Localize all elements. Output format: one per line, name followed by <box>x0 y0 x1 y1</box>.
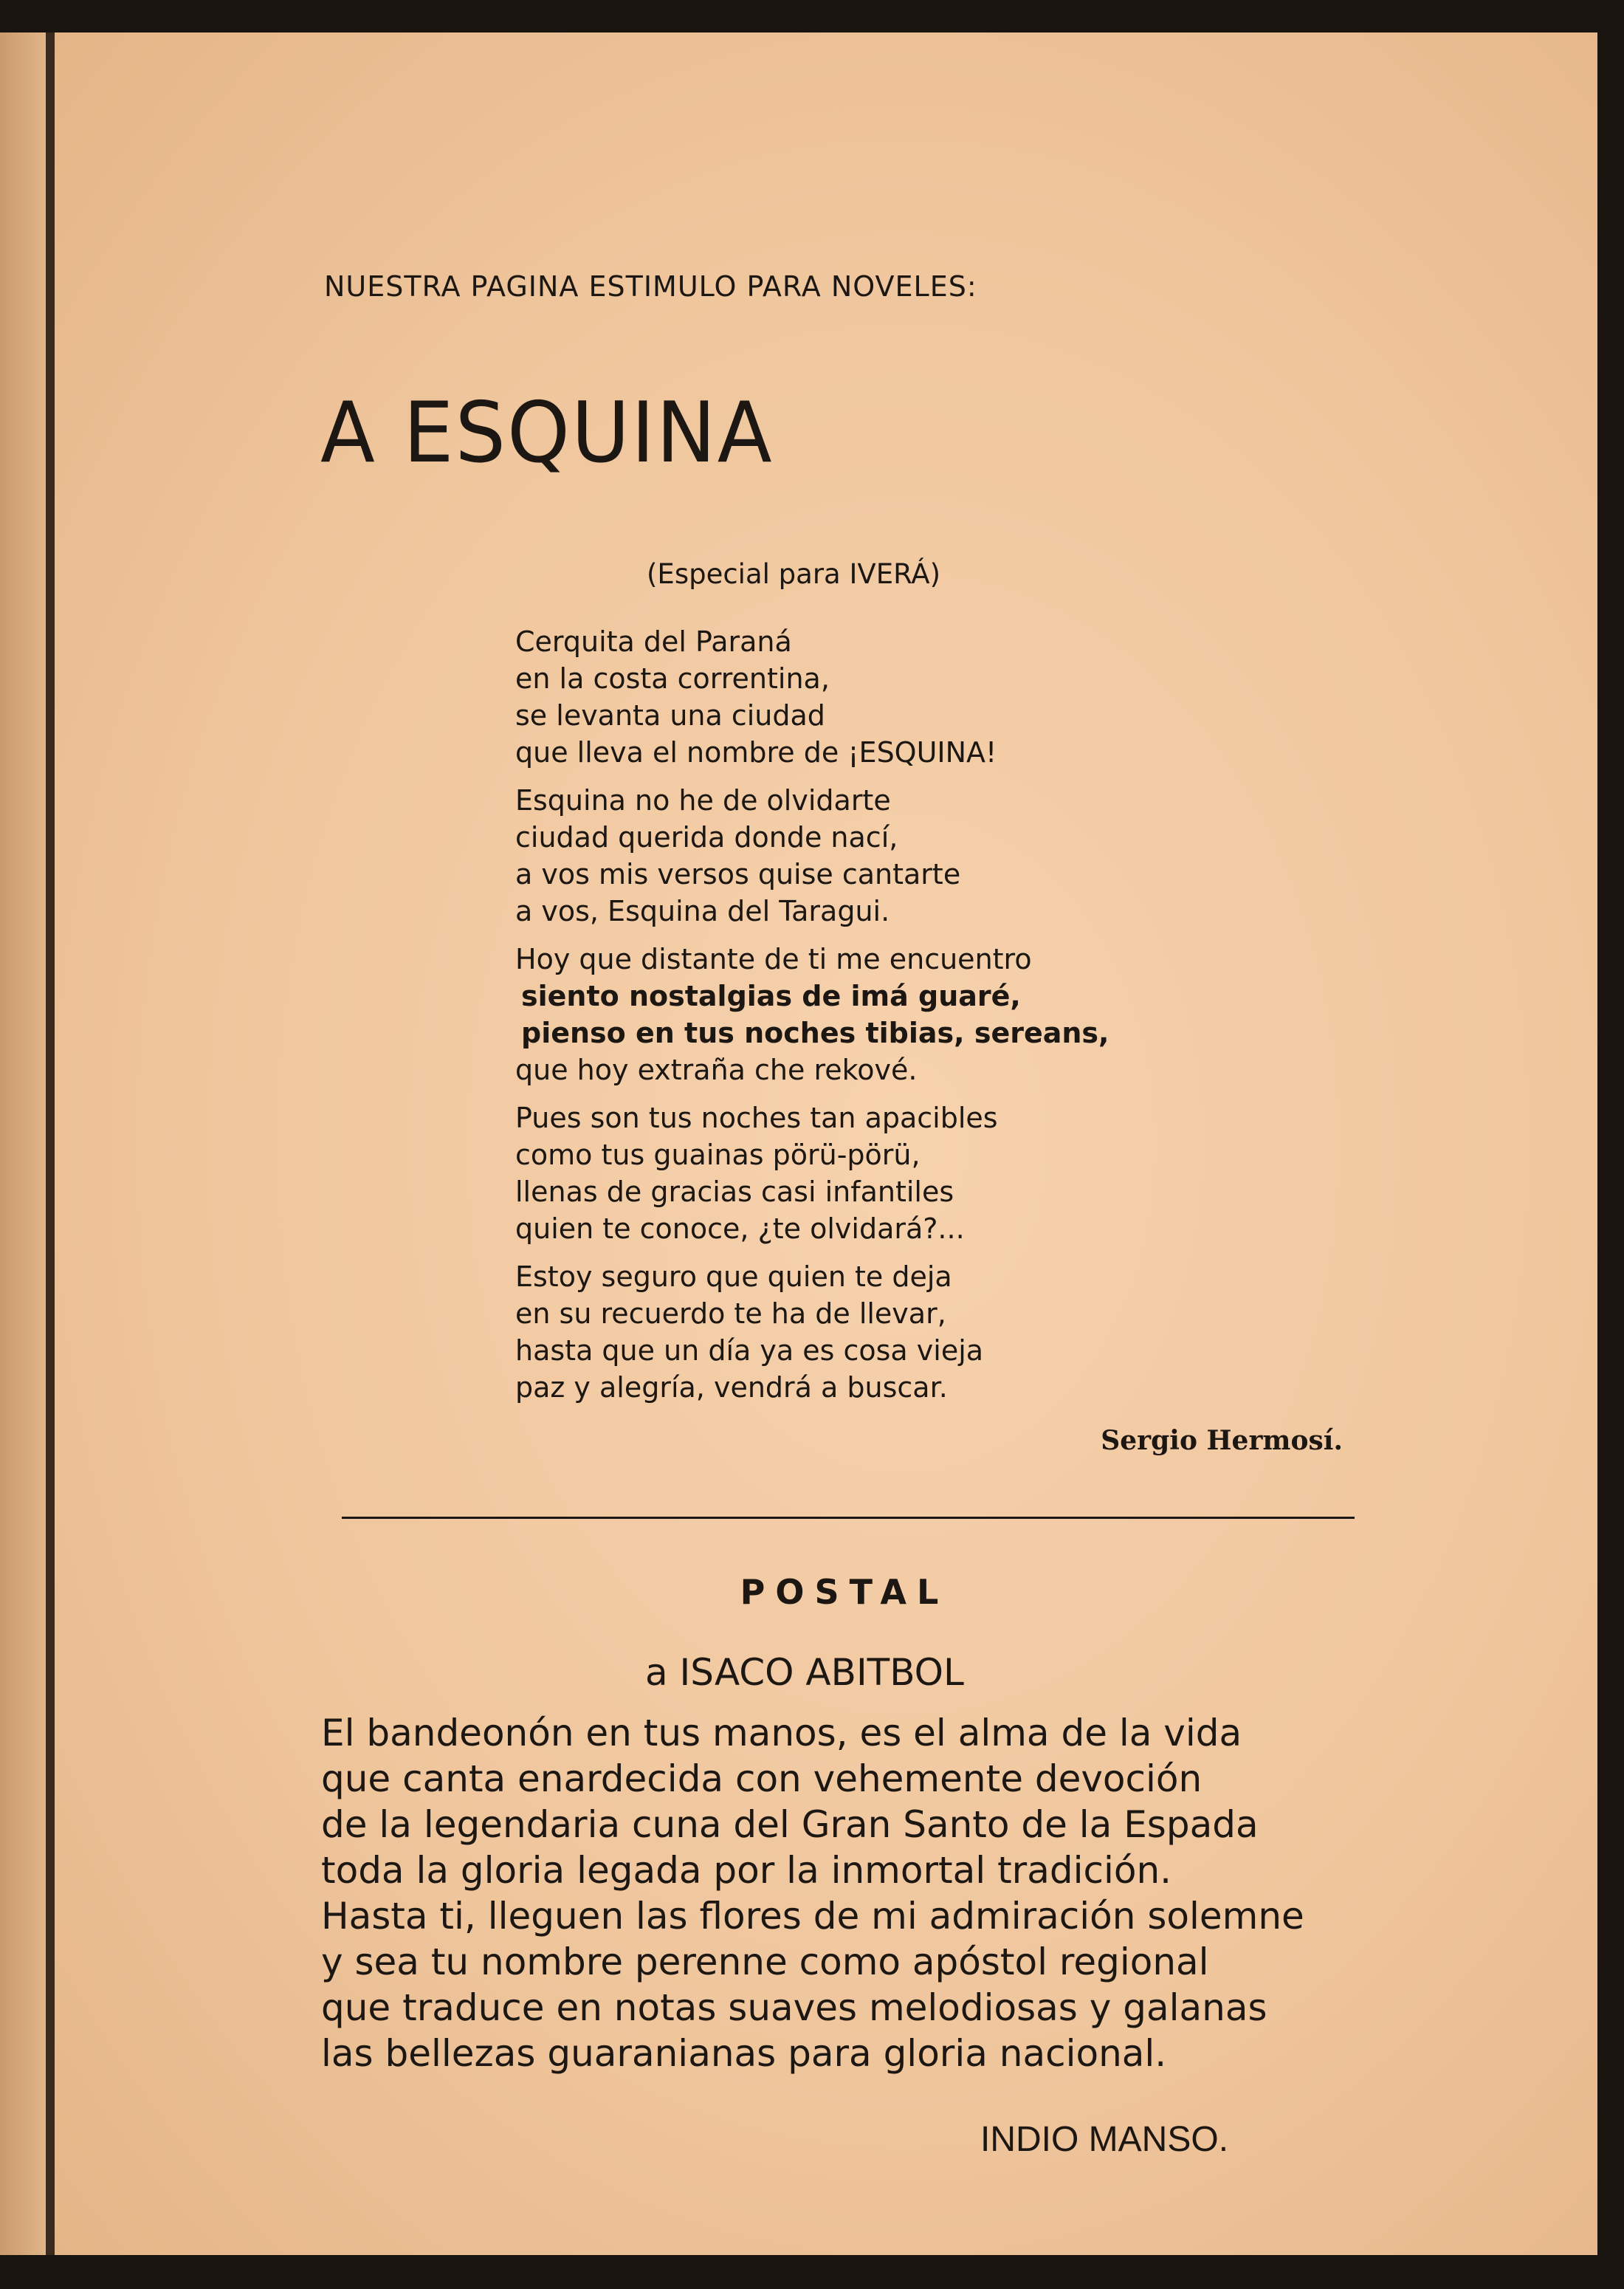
poem-line: en la costa correntina, <box>515 662 830 695</box>
postal-line: El bandeonón en tus manos, es el alma de la vida <box>321 1712 1242 1754</box>
poem-stanza <box>515 1099 1109 1247</box>
poem-line: Cerquita del Paraná <box>515 625 792 658</box>
postal-line: que traduce en notas suaves melodiosas y galanas <box>321 1986 1267 2029</box>
postal-title: POSTAL <box>740 1572 949 1612</box>
poem-author: Sergio Hermosí. <box>1101 1425 1343 1456</box>
poem-stanza <box>515 1258 1109 1406</box>
poem-line: a vos, Esquina del Taragui. <box>515 895 890 927</box>
poem-line: que lleva el nombre de ¡ESQUINA! <box>515 736 997 769</box>
poem-stanza <box>515 782 1109 930</box>
postal-line: que canta enardecida con vehemente devoción <box>321 1757 1202 1800</box>
poem-line: ciudad querida donde nací, <box>515 821 898 854</box>
poem-line: que hoy extraña che rekové. <box>515 1054 918 1086</box>
postal-signature: INDIO MANSO. <box>980 2120 1229 2159</box>
poem-line: Esquina no he de olvidarte <box>515 784 891 817</box>
poem-line: se levanta una ciudad <box>515 699 825 732</box>
poem-line: Pues son tus noches tan apacibles <box>515 1102 998 1134</box>
poem-line: como tus guainas pörü-pörü, <box>515 1139 921 1171</box>
poem-stanza <box>515 941 1109 1088</box>
section-divider <box>342 1517 1355 1519</box>
poem-line: a vos mis versos quise cantarte <box>515 858 961 890</box>
poem-line: llenas de gracias casi infantiles <box>515 1176 954 1208</box>
postal-body <box>321 1710 1304 2076</box>
previous-page-edge <box>0 32 46 2255</box>
magazine-page <box>55 32 1597 2255</box>
poem-line: paz y alegría, vendrá a buscar. <box>515 1371 948 1404</box>
poem-line: Hoy que distante de ti me encuentro <box>515 943 1032 975</box>
postal-dedication: a ISACO ABITBOL <box>645 1651 964 1694</box>
postal-line: toda la gloria legada por la inmortal tradición. <box>321 1849 1172 1892</box>
postal-line: Hasta ti, lleguen las flores de mi admiración solemne <box>321 1895 1304 1938</box>
poem-line: hasta que un día ya es cosa vieja <box>515 1334 984 1367</box>
binding-gutter <box>46 32 55 2255</box>
postal-line: las bellezas guaranianas para gloria nacional. <box>321 2032 1167 2075</box>
postal-line: y sea tu nombre perenne como apóstol regional <box>321 1940 1209 1983</box>
poem-line: Estoy seguro que quien te deja <box>515 1260 952 1293</box>
poem-line: pienso en tus noches tibias, sereans, <box>521 1017 1109 1049</box>
postal-line: de la legendaria cuna del Gran Santo de la Espada <box>321 1803 1259 1846</box>
poem-stanza <box>515 623 1109 771</box>
section-kicker: NUESTRA PAGINA ESTIMULO PARA NOVELES: <box>324 270 977 303</box>
poem-line: en su recuerdo te ha de llevar, <box>515 1297 946 1330</box>
poem-line: quien te conoce, ¿te olvidará?... <box>515 1212 965 1245</box>
poem-body <box>515 623 1109 1417</box>
poem-title: A ESQUINA <box>320 384 774 482</box>
poem-subtitle: (Especial para IVERÁ) <box>647 558 941 590</box>
poem-line: siento nostalgias de imá guaré, <box>521 980 1021 1012</box>
